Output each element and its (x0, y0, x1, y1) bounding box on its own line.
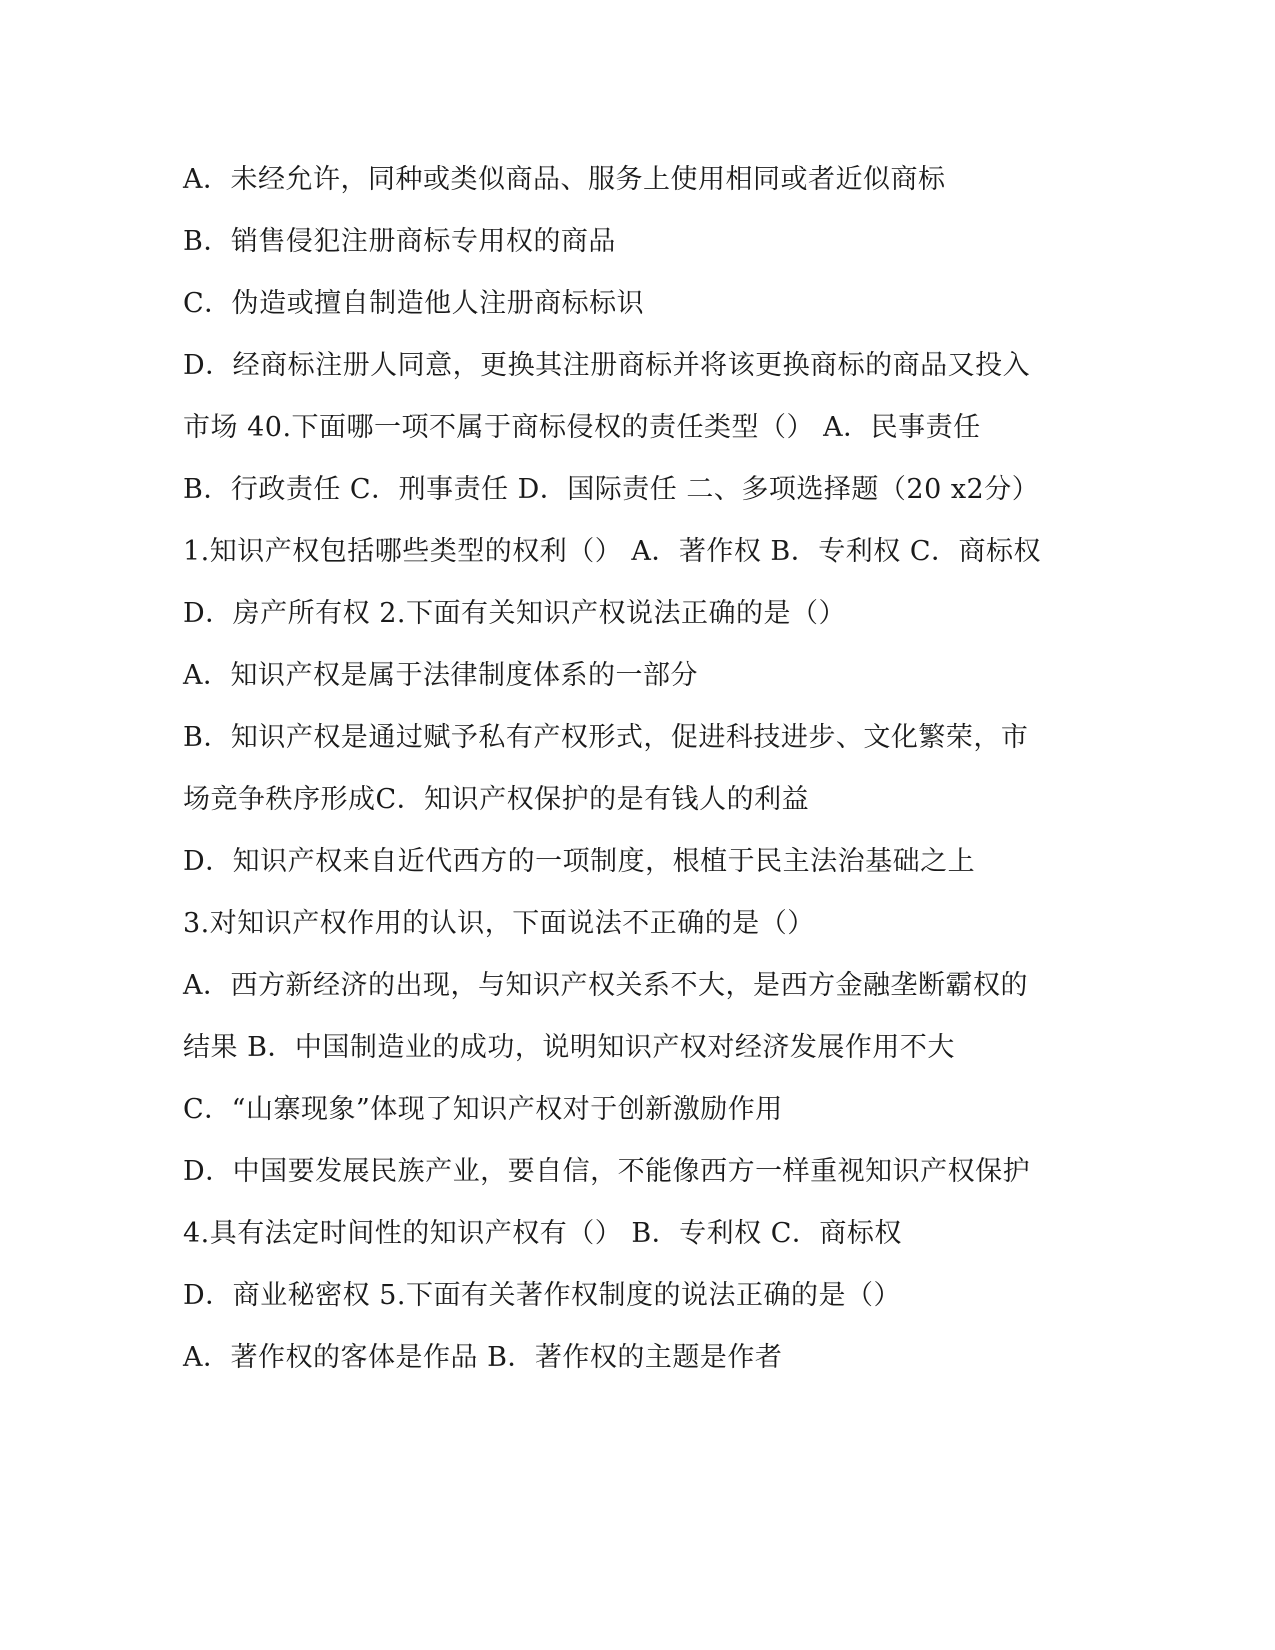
text-line-question-5: D．商业秘密权 5.下面有关著作权制度的说法正确的是（） (183, 1280, 901, 1311)
text-line-question-5-options: A．著作权的客体是作品 B．著作权的主题是作者 (183, 1342, 783, 1373)
text-line-question-40: 市场 40.下面哪一项不属于商标侵权的责任类型（） A．民事责任 (183, 412, 981, 443)
text-line-question-3: 3.对知识产权作用的认识，下面说法不正确的是（） (183, 908, 815, 939)
text-line-question-40-options: B．行政责任 C．刑事责任 D．国际责任 二、多项选择题（20 x2分） (183, 474, 1040, 505)
text-line-question-2-option-d: D．知识产权来自近代西方的一项制度，根植于民主法治基础之上 (183, 846, 976, 877)
text-line-question-4: 4.具有法定时间性的知识产权有（） B．专利权 C．商标权 (183, 1218, 902, 1249)
text-line-question-3-option-a: A．西方新经济的出现，与知识产权关系不大，是西方金融垄断霸权的 (183, 970, 1028, 1001)
text-line-question-3-option-d: D．中国要发展民族产业，要自信，不能像西方一样重视知识产权保护 (183, 1156, 1031, 1187)
text-line-question-2-option-b-cont: 场竞争秩序形成C．知识产权保护的是有钱人的利益 (183, 784, 810, 815)
text-line-question-3-option-c: C．“山寨现象”体现了知识产权对于创新激励作用 (183, 1094, 783, 1125)
text-line-option-c-forging-marks: C．伪造或擅自制造他人注册商标标识 (183, 288, 645, 319)
text-line-option-d-replacing-mark: D．经商标注册人同意，更换其注册商标并将该更换商标的商品又投入 (183, 350, 1031, 381)
text-line-question-2-option-a: A．知识产权是属于法律制度体系的一部分 (183, 660, 698, 691)
text-line-option-a-unauthorized-use: A．未经允许，同种或类似商品、服务上使用相同或者近似商标 (183, 164, 946, 195)
text-line-option-b-selling-infringing-goods: B．销售侵犯注册商标专用权的商品 (183, 226, 616, 257)
text-line-question-3-option-b: 结果 B．中国制造业的成功，说明知识产权对经济发展作用不大 (183, 1032, 955, 1063)
text-line-question-2: D．房产所有权 2.下面有关知识产权说法正确的是（） (183, 598, 846, 629)
text-line-question-1: 1.知识产权包括哪些类型的权利（） A．著作权 B．专利权 C．商标权 (183, 536, 1042, 567)
text-line-question-2-option-b: B．知识产权是通过赋予私有产权形式，促进科技进步、文化繁荣，市 (183, 722, 1029, 753)
